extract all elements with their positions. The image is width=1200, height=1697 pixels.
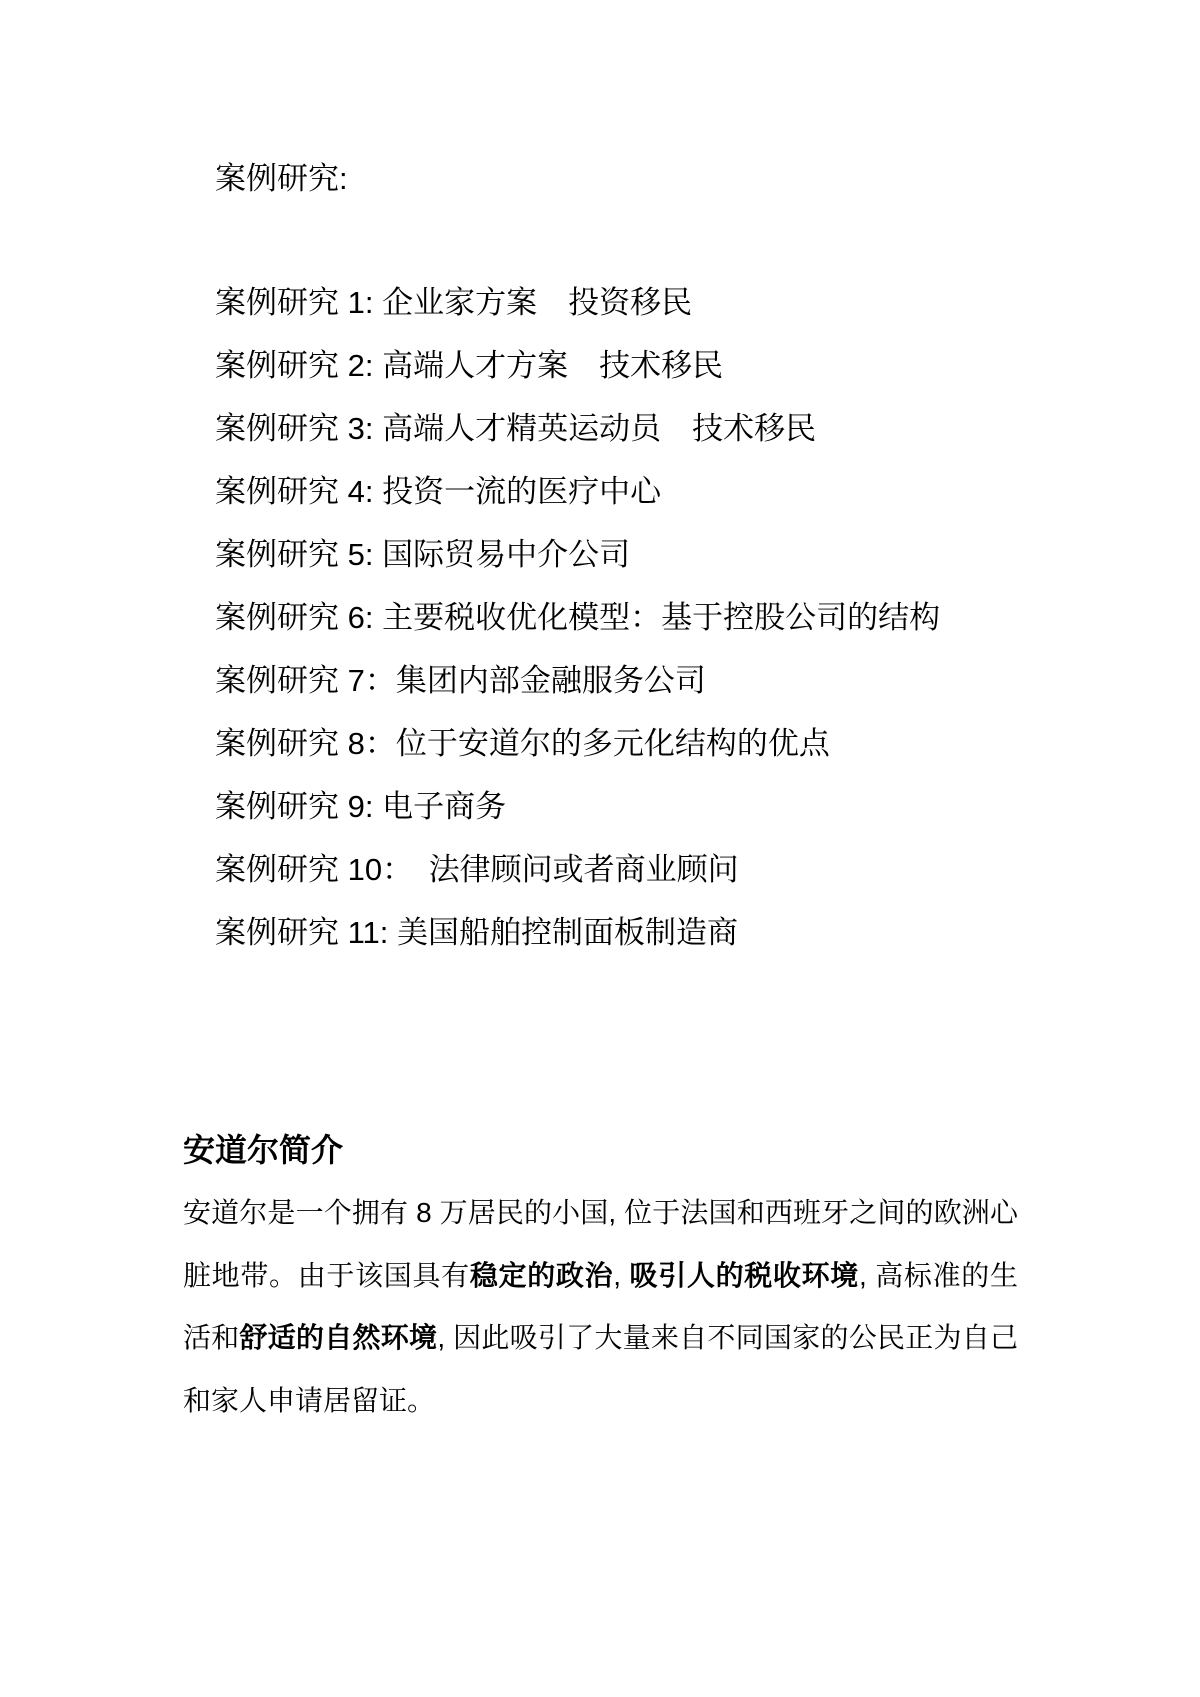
- case-study-item: 案例研究 9: 电子商务: [215, 789, 507, 824]
- paragraph-text-run: , 高标准的生活和: [183, 1259, 1018, 1353]
- paragraph-bold-run: 舒适的自然环境: [239, 1322, 438, 1353]
- case-study-item: 案例研究 3: 高端人才精英运动员 技术移民: [215, 411, 817, 446]
- case-study-item: 案例研究 7：集团内部金融服务公司: [215, 663, 706, 698]
- paragraph-bold-run: 稳定的政治: [469, 1259, 614, 1291]
- paragraph-text-run: , 因此吸引了大量来自不同国家的公民正为自己和家人申请居留证。: [183, 1322, 1018, 1416]
- doc-title: 案例研究:: [215, 161, 348, 196]
- case-study-item: 案例研究 4: 投资一流的医疗中心: [215, 474, 662, 509]
- section-heading: 安道尔简介: [183, 1132, 344, 1168]
- case-study-item: 案例研究 11: 美国船舶控制面板制造商: [215, 915, 739, 950]
- case-study-item: 案例研究 1: 企业家方案 投资移民: [215, 285, 693, 320]
- case-study-item: 案例研究 8：位于安道尔的多元化结构的优点: [215, 726, 830, 761]
- case-study-item: 案例研究 6: 主要税收优化模型：基于控股公司的结构: [215, 600, 941, 635]
- paragraph-bold-run: 吸引人的税收环境: [629, 1259, 859, 1291]
- intro-paragraph: [183, 1182, 1018, 1432]
- case-study-list: [215, 271, 1018, 964]
- case-study-item: 案例研究 5: 国际贸易中介公司: [215, 537, 631, 572]
- paragraph-text-run: ,: [613, 1259, 630, 1291]
- paragraph-text-run: 安道尔是一个拥有 8 万居民的小国, 位于法国和西班牙之间的欧洲心脏地带。由于该国具有: [183, 1197, 1018, 1291]
- case-study-item: 案例研究 2: 高端人才方案 技术移民: [215, 348, 724, 383]
- case-study-item: 案例研究 10： 法律顾问或者商业顾问: [215, 852, 739, 887]
